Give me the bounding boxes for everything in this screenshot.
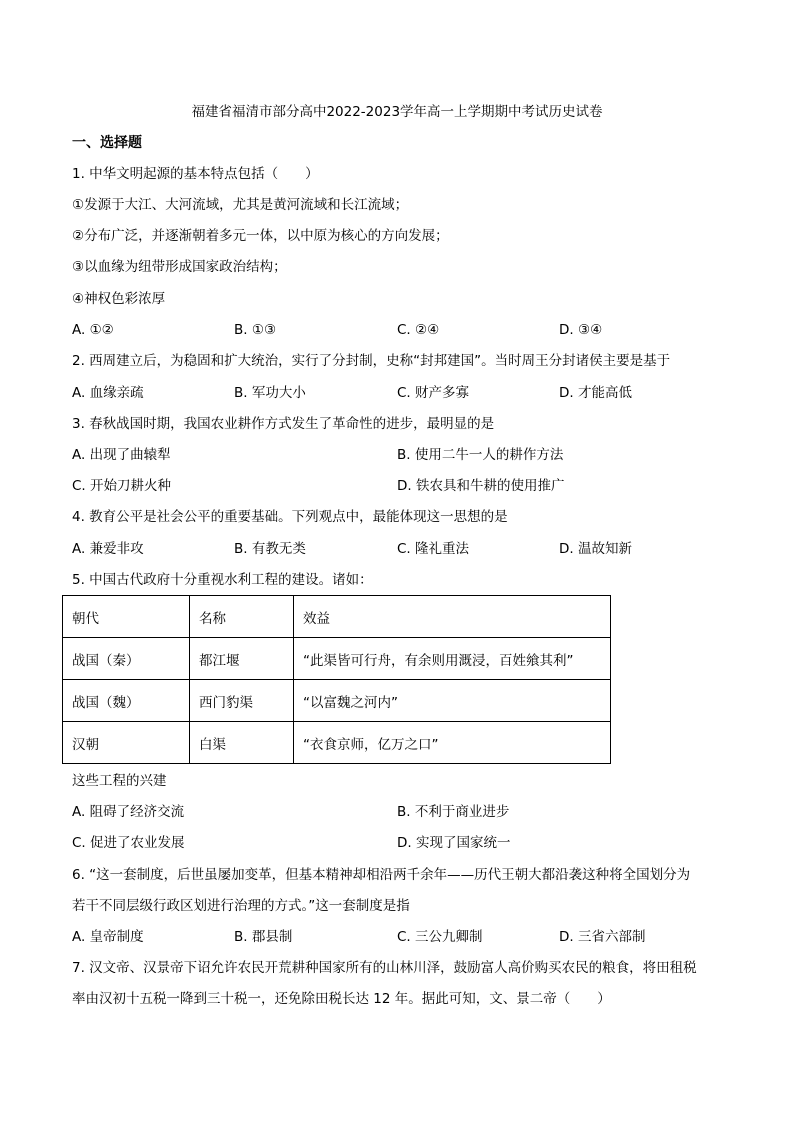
q6-option-b[interactable]: B. 郡县制 — [234, 929, 293, 945]
q1-option-c[interactable]: C. ②④ — [397, 322, 440, 338]
q3-stem: 3. 春秋战国时期，我国农业耕作方式发生了革命性的进步，最明显的是 — [72, 416, 495, 432]
q1-item-1: ①发源于大江、大河流域，尤其是黄河流域和长江流域； — [72, 197, 409, 213]
q2-option-c[interactable]: C. 财产多寡 — [397, 385, 470, 401]
q6-option-c[interactable]: C. 三公九卿制 — [397, 929, 483, 945]
q6-option-a[interactable]: A. 皇帝制度 — [72, 929, 144, 945]
q3-option-c[interactable]: C. 开始刀耕火种 — [72, 478, 172, 494]
q1-option-a[interactable]: A. ①② — [72, 322, 114, 338]
q1-stem: 1. 中华文明起源的基本特点包括（ ） — [72, 166, 319, 182]
q3-option-a[interactable]: A. 出现了曲辕犁 — [72, 447, 171, 463]
exam-title: 福建省福清市部分高中2022-2023学年高一上学期期中考试历史试卷 — [191, 104, 603, 120]
table-row — [63, 722, 611, 764]
q1-item-4: ④神权色彩浓厚 — [72, 291, 166, 307]
q2-option-d[interactable]: D. 才能高低 — [559, 385, 632, 401]
table-row — [63, 638, 611, 680]
q4-option-c[interactable]: C. 隆礼重法 — [397, 541, 470, 557]
table-header-row — [63, 596, 611, 638]
q5-option-c[interactable]: C. 促进了农业发展 — [72, 835, 185, 851]
q3-option-b[interactable]: B. 使用二牛一人的耕作方法 — [397, 447, 564, 463]
q7-stem-line-2: 率由汉初十五税一降到三十税一，还免除田税长达 12 年。据此可知，文、景二帝（ ） — [72, 991, 611, 1007]
irrigation-table — [62, 595, 611, 764]
header-dynasty: 朝代 — [63, 596, 190, 638]
q4-option-d[interactable]: D. 温故知新 — [559, 541, 632, 557]
header-name: 名称 — [190, 596, 294, 638]
q5-stem: 5. 中国古代政府十分重视水利工程的建设。诸如： — [72, 572, 373, 588]
q4-option-a[interactable]: A. 兼爱非攻 — [72, 541, 144, 557]
q1-option-b[interactable]: B. ①③ — [234, 322, 277, 338]
q2-option-a[interactable]: A. 血缘亲疏 — [72, 385, 144, 401]
cell-name: 白渠 — [190, 722, 294, 764]
cell-dynasty: 战国（魏） — [63, 680, 190, 722]
q5-after-text: 这些工程的兴建 — [72, 773, 167, 789]
q1-item-3: ③以血缘为纽带形成国家政治结构； — [72, 259, 287, 275]
q7-stem-line-1: 7. 汉文帝、汉景帝下诏允许农民开荒耕种国家所有的山林川泽，鼓励富人高价购买农民的粮食，将田租税 — [72, 960, 697, 976]
section-heading: 一、选择题 — [72, 135, 142, 151]
cell-dynasty: 战国（秦） — [63, 638, 190, 680]
q4-stem: 4. 教育公平是社会公平的重要基础。下列观点中，最能体现这一思想的是 — [72, 509, 508, 525]
cell-benefit: “以富魏之河内” — [294, 680, 611, 722]
q5-option-b[interactable]: B. 不利于商业进步 — [397, 804, 510, 820]
cell-name: 西门豹渠 — [190, 680, 294, 722]
q1-item-2: ②分布广泛，并逐渐朝着多元一体，以中原为核心的方向发展； — [72, 228, 449, 244]
q6-stem-line-1: 6. “这一套制度，后世虽屡加变革，但基本精神却相沿两千余年——历代王朝大都沿袭这种将全国划分为 — [72, 867, 691, 883]
q6-stem-line-2: 若干不同层级行政区划进行治理的方式。”这一套制度是指 — [72, 898, 410, 914]
cell-name: 都江堰 — [190, 638, 294, 680]
cell-benefit: “衣食京师，亿万之口” — [294, 722, 611, 764]
q5-option-a[interactable]: A. 阻碍了经济交流 — [72, 804, 185, 820]
q1-option-d[interactable]: D. ③④ — [559, 322, 603, 338]
cell-benefit: “此渠皆可行舟，有余则用溉浸，百姓飨其利” — [294, 638, 611, 680]
q2-stem: 2. 西周建立后，为稳固和扩大统治，实行了分封制，史称“封邦建国”。当时周王分封诸侯主要是基于 — [72, 353, 671, 369]
q5-option-d[interactable]: D. 实现了国家统一 — [397, 835, 511, 851]
q2-option-b[interactable]: B. 军功大小 — [234, 385, 306, 401]
q6-option-d[interactable]: D. 三省六部制 — [559, 929, 646, 945]
header-benefit: 效益 — [294, 596, 611, 638]
q3-option-d[interactable]: D. 铁农具和牛耕的使用推广 — [397, 478, 565, 494]
cell-dynasty: 汉朝 — [63, 722, 190, 764]
table-row — [63, 680, 611, 722]
q4-option-b[interactable]: B. 有教无类 — [234, 541, 306, 557]
